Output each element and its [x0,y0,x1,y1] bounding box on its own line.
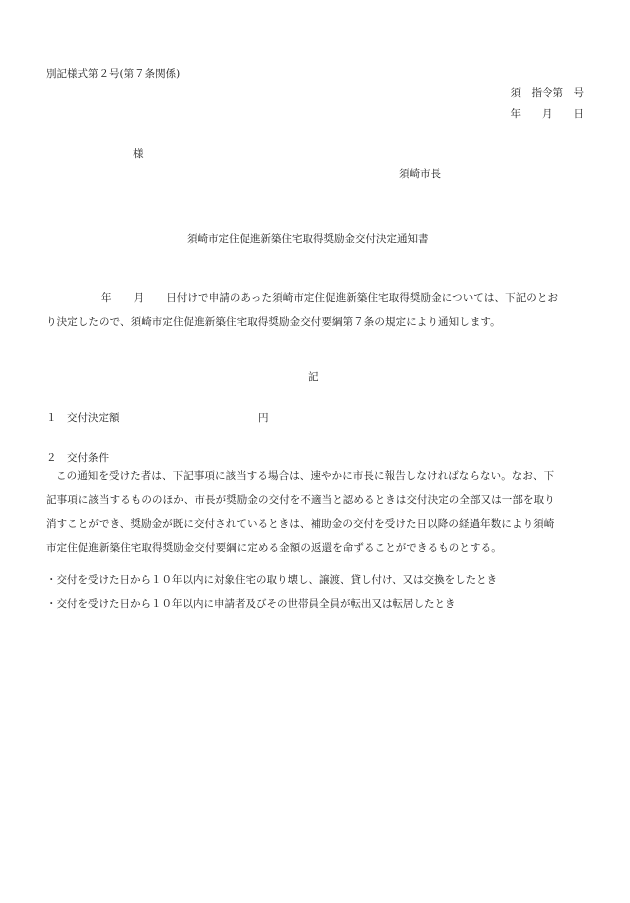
item2-body-line-2: 記事項に該当するもののほか、市長が奨励金の交付を不適当と認めるときは交付決定の全部又は一部を取り [46,494,555,506]
condition-item-1: ・交付を受けた日から１０年以内に対象住宅の取り壊し、譲渡、貸し付け、又は交換をしたとき [46,574,498,586]
form-label: 別記様式第２号(第７条関係) [46,68,181,80]
intro-month: 月 [133,292,145,304]
item1-label: １ 交付決定額 [46,412,120,424]
document-date: 年 月 日 [510,108,584,120]
item2-label: ２ 交付条件 [46,452,109,464]
item2-body-line-3: 消すことができ、奨励金が既に交付されているときは、補助金の交付を受けた日以降の経過年数により須崎 [46,518,555,530]
item2-body [46,464,587,560]
ki-label: 記 [308,371,319,383]
item2-body-line-4: 市定住促進新築住宅取得奨励金交付要綱に定める金額の返還を命ずることができるものとする。 [46,542,502,554]
intro-year: 年 [101,292,112,304]
item1-unit: 円 [258,412,269,424]
condition-item-2: ・交付を受けた日から１０年以内に申請者及びその世帯員全員が転出又は転居したとき [46,598,456,610]
intro-line-1 [46,286,587,310]
item2-body-line-1: この通知を受けた者は、下記事項に該当する場合は、速やかに市長に報告しなければならない。なお、下 [56,470,555,482]
document-number: 須 指令第 号 [510,87,584,99]
recipient-suffix: 様 [133,148,144,160]
intro-text-2: り決定したので、須崎市定住促進新築住宅取得奨励金交付要綱第７条の規定により通知します。 [46,316,501,328]
issuer-name: 須崎市長 [399,168,441,180]
intro-text-1: 日付けで申請のあった須崎市定住促進新築住宅取得奨励金については、下記のとお [166,292,559,304]
intro-paragraph [46,286,587,334]
document-title: 須崎市定住促進新築住宅取得奨励金交付決定通知書 [187,233,429,245]
